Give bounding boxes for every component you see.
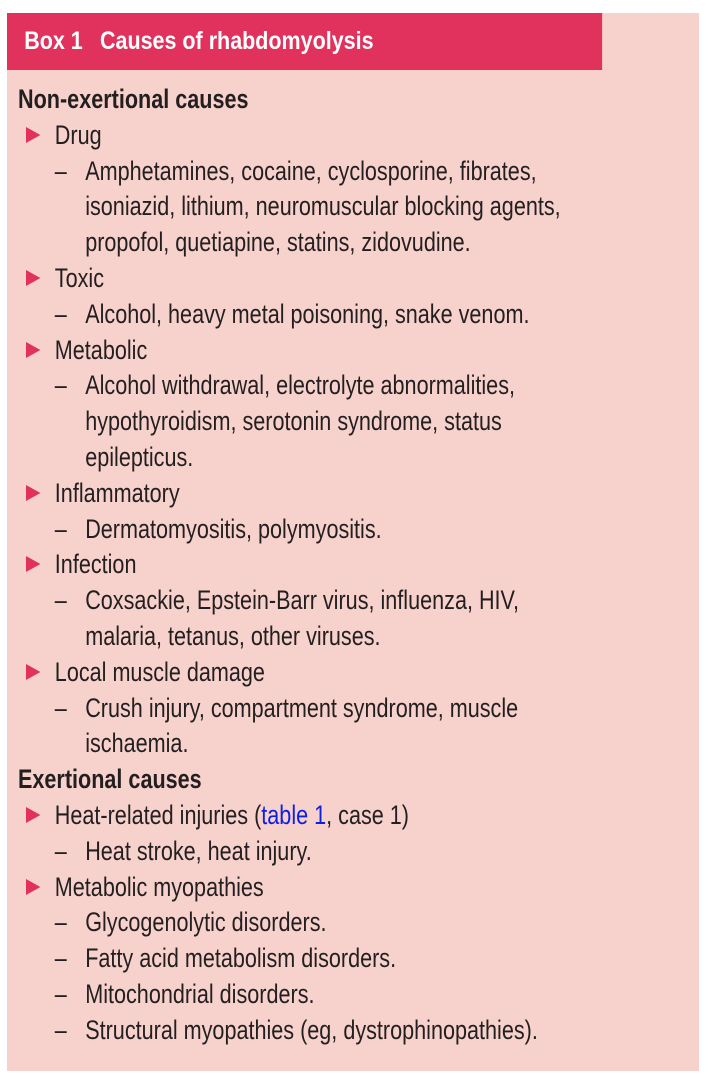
- sub-item-line: Structural myopathies (eg, dystrophinopathies).: [85, 1014, 538, 1045]
- sub-item: [18, 583, 674, 655]
- cause-metabolic: [18, 333, 674, 476]
- bullet-arrow-icon: [26, 556, 40, 572]
- table-1-link[interactable]: table 1: [261, 799, 327, 830]
- sub-item: [18, 905, 674, 941]
- cause-label: Toxic: [54, 262, 105, 293]
- box-header: [7, 13, 602, 70]
- cause-drug: [18, 118, 674, 261]
- sub-item-line: ischaemia.: [85, 728, 189, 759]
- dash-icon: –: [54, 943, 67, 974]
- cause-metabolic-myopathies: [18, 870, 674, 1049]
- cause-label: Infection: [54, 549, 137, 580]
- sub-item: [18, 154, 674, 261]
- sub-item-line: propofol, quetiapine, statins, zidovudine.: [85, 227, 471, 258]
- sub-item-line: Mitochondrial disorders.: [85, 978, 315, 1009]
- box-title: Causes of rhabdomyolysis: [99, 27, 374, 55]
- sub-item-line: Fatty acid metabolism disorders.: [85, 943, 397, 974]
- sub-item: [18, 297, 674, 333]
- sub-item-line: Amphetamines, cocaine, cyclosporine, fibrates,: [85, 155, 537, 186]
- cause-toxic: [18, 261, 674, 333]
- dash-icon: –: [54, 907, 67, 938]
- cause-label: Metabolic: [54, 334, 148, 365]
- sub-item-line: Dermatomyositis, polymyositis.: [85, 513, 382, 544]
- sub-item-line: malaria, tetanus, other viruses.: [85, 620, 381, 651]
- sub-item: [18, 691, 674, 763]
- cause-inflammatory: [18, 476, 674, 548]
- cause-label-suffix: , case 1): [326, 799, 409, 830]
- cause-label-prefix: Heat-related injuries (: [54, 799, 262, 830]
- cause-label: Metabolic myopathies: [54, 871, 264, 902]
- sub-item: [18, 368, 674, 475]
- cause-heat-related: [18, 798, 674, 870]
- cause-label: Inflammatory: [54, 477, 180, 508]
- sub-item: [18, 977, 674, 1013]
- cause-infection: [18, 547, 674, 654]
- dash-icon: –: [54, 692, 67, 723]
- sub-item-line: Crush injury, compartment syndrome, muscle: [85, 692, 519, 723]
- sub-item-line: Heat stroke, heat injury.: [85, 835, 312, 866]
- sub-item-line: Coxsackie, Epstein-Barr virus, influenza, HIV,: [85, 585, 519, 616]
- sub-item-line: Glycogenolytic disorders.: [85, 907, 327, 938]
- box-number: Box 1: [24, 27, 83, 55]
- bullet-arrow-icon: [26, 807, 40, 823]
- dash-icon: –: [54, 370, 67, 401]
- dash-icon: –: [54, 978, 67, 1009]
- dash-icon: –: [54, 585, 67, 616]
- bullet-arrow-icon: [26, 664, 40, 680]
- sub-item-line: hypothyroidism, serotonin syndrome, status: [85, 406, 502, 437]
- dash-icon: –: [54, 298, 67, 329]
- bullet-arrow-icon: [26, 270, 40, 286]
- section-title-exertional: Exertional causes: [18, 764, 202, 795]
- bullet-arrow-icon: [26, 127, 40, 143]
- box-content: [18, 82, 674, 1049]
- sub-item-line: isoniazid, lithium, neuromuscular blocking agents,: [85, 191, 561, 222]
- section-title-non-exertional: Non-exertional causes: [18, 84, 249, 114]
- cause-local-muscle-damage: [18, 655, 674, 762]
- sub-item-line: epilepticus.: [85, 441, 194, 472]
- cause-label: Drug: [54, 119, 102, 150]
- sub-item: [18, 1013, 674, 1049]
- sub-item: [18, 941, 674, 977]
- dash-icon: –: [54, 1014, 67, 1045]
- bullet-arrow-icon: [26, 879, 40, 895]
- sub-item: [18, 834, 674, 870]
- bullet-arrow-icon: [26, 342, 40, 358]
- non-exertional-list: [18, 118, 674, 762]
- dash-icon: –: [54, 513, 67, 544]
- sub-item-line: Alcohol, heavy metal poisoning, snake venom.: [85, 298, 530, 329]
- exertional-list: [18, 798, 674, 1049]
- dash-icon: –: [54, 155, 67, 186]
- bullet-arrow-icon: [26, 485, 40, 501]
- dash-icon: –: [54, 835, 67, 866]
- sub-item-line: Alcohol withdrawal, electrolyte abnormalities,: [85, 370, 515, 401]
- cause-label: Local muscle damage: [54, 656, 265, 687]
- sub-item: [18, 512, 674, 548]
